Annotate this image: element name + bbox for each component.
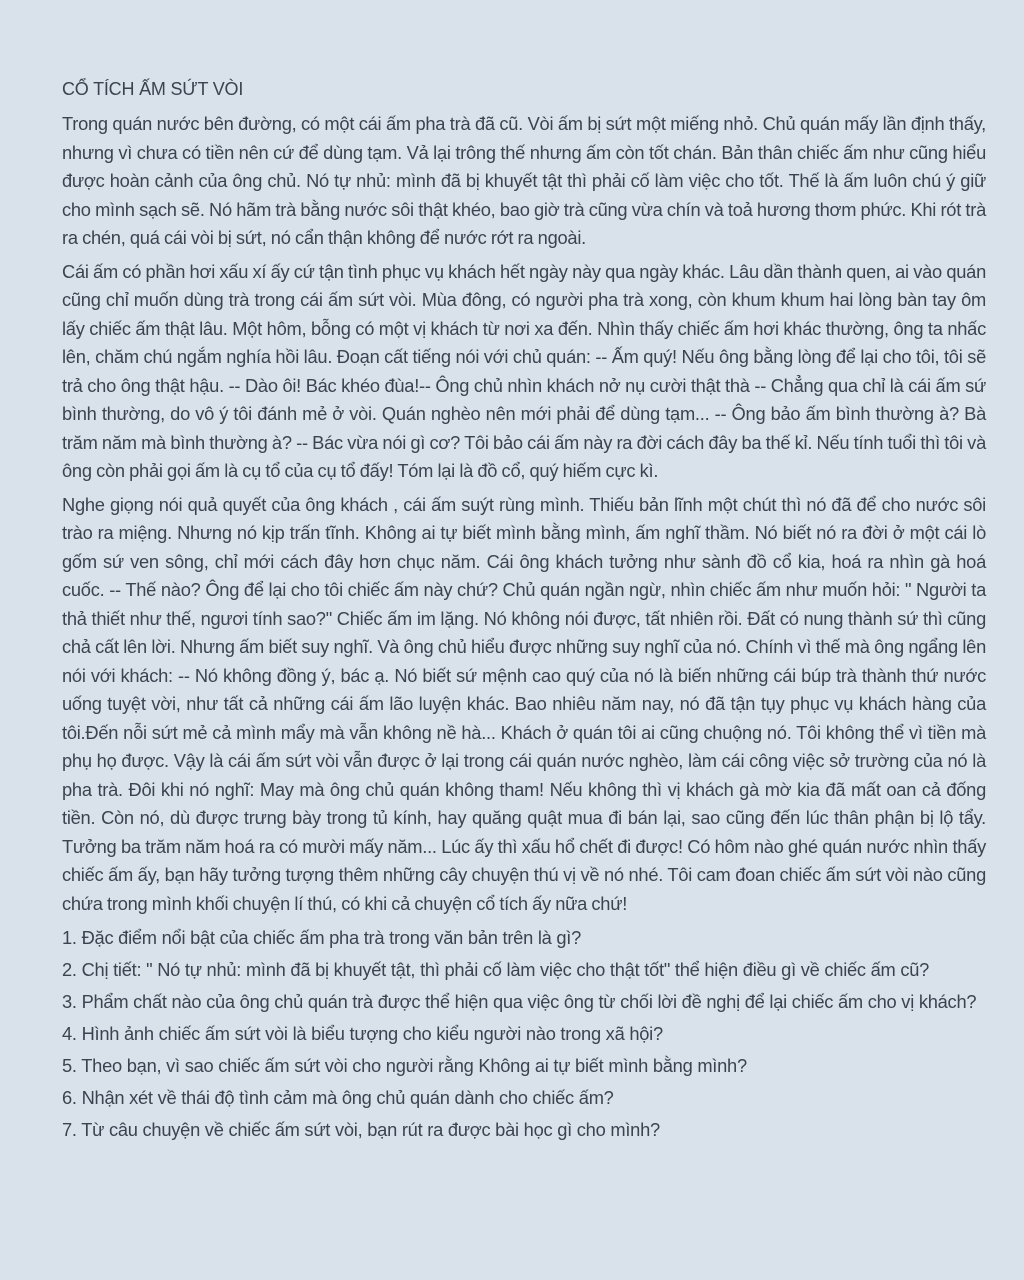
story-paragraph-1: Trong quán nước bên đường, có một cái ấm pha trà đã cũ. Vòi ấm bị sứt một miếng nhỏ. Chủ quán mấy lần định thấy, nhưng vì chưa có tiền nên cứ để dùng tạm. Vả lại trông thế nhưng ấm còn tốt chán. Bản thân chiếc ấm như cũng hiểu được hoàn cảnh của ông chủ. Nó tự nhủ: mình đã bị khuyết tật thì phải cố làm việc cho tốt. Thế là ấm luôn chú ý giữ cho mình sạch sẽ. Nó hãm trà bằng nước sôi thật khéo, bao giờ trà cũng vừa chín và toả hương thơm phức. Khi rót trà ra chén, quá cái vòi bị sứt, nó cẩn thận không để nước rớt ra ngoài. bbox=[62, 113, 986, 248]
question-item: 6. Nhận xét về thái độ tình cảm mà ông chủ quán dành cho chiếc ấm? bbox=[62, 1087, 614, 1108]
story-paragraph-3: Nghe giọng nói quả quyết của ông khách , cái ấm suýt rùng mình. Thiếu bản lĩnh một chút thì nó đã để cho nước sôi trào ra miệng. Nhưng nó kịp trấn tĩnh. Không ai tự biết mình bằng mình, ấm nghĩ thầm. Nó biết nó ra đời ở một cái lò gốm sứ ven sông, chỉ mới cách đây hơn chục năm. Cái ông khách tưởng như sành đồ cổ kia, hoá ra nhìn gà hoá cuốc. -- Thế nào? Ông để lại cho tôi chiếc ấm này chứ? Chủ quán ngần ngừ, nhìn chiếc ấm như muốn hỏi: " Người ta thả thiết như thế, ngươi tính sao?" Chiếc ấm im lặng. Nó không nói được, tất nhiên rồi. Đất có nung thành sứ thì cũng chả cất lên lời. Nhưng ấm biết suy nghĩ. Và ông chủ hiểu được những suy nghĩ của nó. Chính vì thế mà ông ngẩng lên nói với khách: -- Nó không đồng ý, bác ạ. Nó biết sứ mệnh cao quý của nó là biến những cái búp trà thành thứ nước uống tuyệt vời, như tất cả những cái ấm lão luyện khác. Bao nhiêu năm nay, nó đã tận tụy phục vụ khách hàng của tôi.Đến nỗi sứt mẻ cả mình mẩy mà vẫn không nề hà... Khách ở quán tôi ai cũng chuộng nó. Tôi không thể vì tiền mà phụ họ được. Vậy là cái ấm sứt vòi vẫn được ở lại trong cái quán nước nghèo, làm cái công việc sở trường của nó là pha trà. Đôi khi nó nghĩ: May mà ông chủ quán không tham! Nếu không thì vị khách gà mờ kia đã mất oan cả đống tiền. Còn nó, dù được trưng bày trong tủ kính, hay quăng quật mua đi bán lại, sao cũng đến lúc thân phận bị lộ tẩy. Tưởng ba trăm năm hoá ra có mười mấy năm... Lúc ấy thì xấu hổ chết đi được! Có hôm nào ghé quán nước nhìn thấy chiếc ấm ấy, bạn hãy tưởng tượng thêm những cây chuyện thú vị về nó nhé. Tôi cam đoan chiếc ấm sứt vòi nào cũng chứa trong mình khối chuyện lí thú, có khi cả chuyện cổ tích ấy nữa chứ! bbox=[62, 493, 986, 914]
question-item: 3. Phẩm chất nào của ông chủ quán trà được thể hiện qua việc ông từ chối lời đề nghị để lại chiếc ấm cho vị khách? bbox=[62, 991, 977, 1012]
question-item: 4. Hình ảnh chiếc ấm sứt vòi là biểu tượng cho kiểu người nào trong xã hội? bbox=[62, 1023, 663, 1044]
question-item: 7. Từ câu chuyện về chiếc ấm sứt vòi, bạn rút ra được bài học gì cho mình? bbox=[62, 1119, 660, 1140]
question-item: 1. Đặc điểm nổi bật của chiếc ấm pha trà trong văn bản trên là gì? bbox=[62, 927, 582, 948]
question-item: 5. Theo bạn, vì sao chiếc ấm sứt vòi cho người rằng Không ai tự biết mình bằng mình? bbox=[62, 1055, 747, 1076]
question-item: 2. Chị tiết: " Nó tự nhủ: mình đã bị khuyết tật, thì phải cố làm việc cho thật tốt" thể hiện điều gì về chiếc ấm cũ? bbox=[62, 959, 930, 980]
story-paragraph-2: Cái ấm có phần hơi xấu xí ấy cứ tận tình phục vụ khách hết ngày này qua ngày khác. Lâu dần thành quen, ai vào quán cũng chỉ muốn dùng trà trong cái ấm sứt vòi. Mùa đông, có người pha trà xong, còn khum khum hai lòng bàn tay ôm lấy chiếc ấm thật lâu. Một hôm, bỗng có một vị khách từ nơi xa đến. Nhìn thấy chiếc ấm hơi khác thường, ông ta nhấc lên, chăm chú ngắm nghía hồi lâu. Đoạn cất tiếng nói với chủ quán: -- Ấm quý! Nếu ông bằng lòng để lại cho tôi, tôi sẽ trả cho ông thật hậu. -- Dào ôi! Bác khéo đùa!-- Ông chủ nhìn khách nở nụ cười thật thà -- Chẳng qua chỉ là cái ấm sứ bình thường, do vô ý tôi đánh mẻ ở vòi. Quán nghèo nên mới phải để dùng tạm... -- Ông bảo ấm bình thường à? Bà trăm năm mà bình thường à? -- Bác vừa nói gì cơ? Tôi bảo cái ấm này ra đời cách đây ba thế kỉ. Nếu tính tuổi thì tôi và ông còn phải gọi ấm là cụ tổ của cụ tổ đấy! Tóm lại là đồ cổ, quý hiếm cực kì. bbox=[62, 260, 986, 481]
document-title: CỔ TÍCH ẤM SỨT VÒI bbox=[62, 79, 244, 99]
question-list bbox=[62, 923, 986, 1145]
